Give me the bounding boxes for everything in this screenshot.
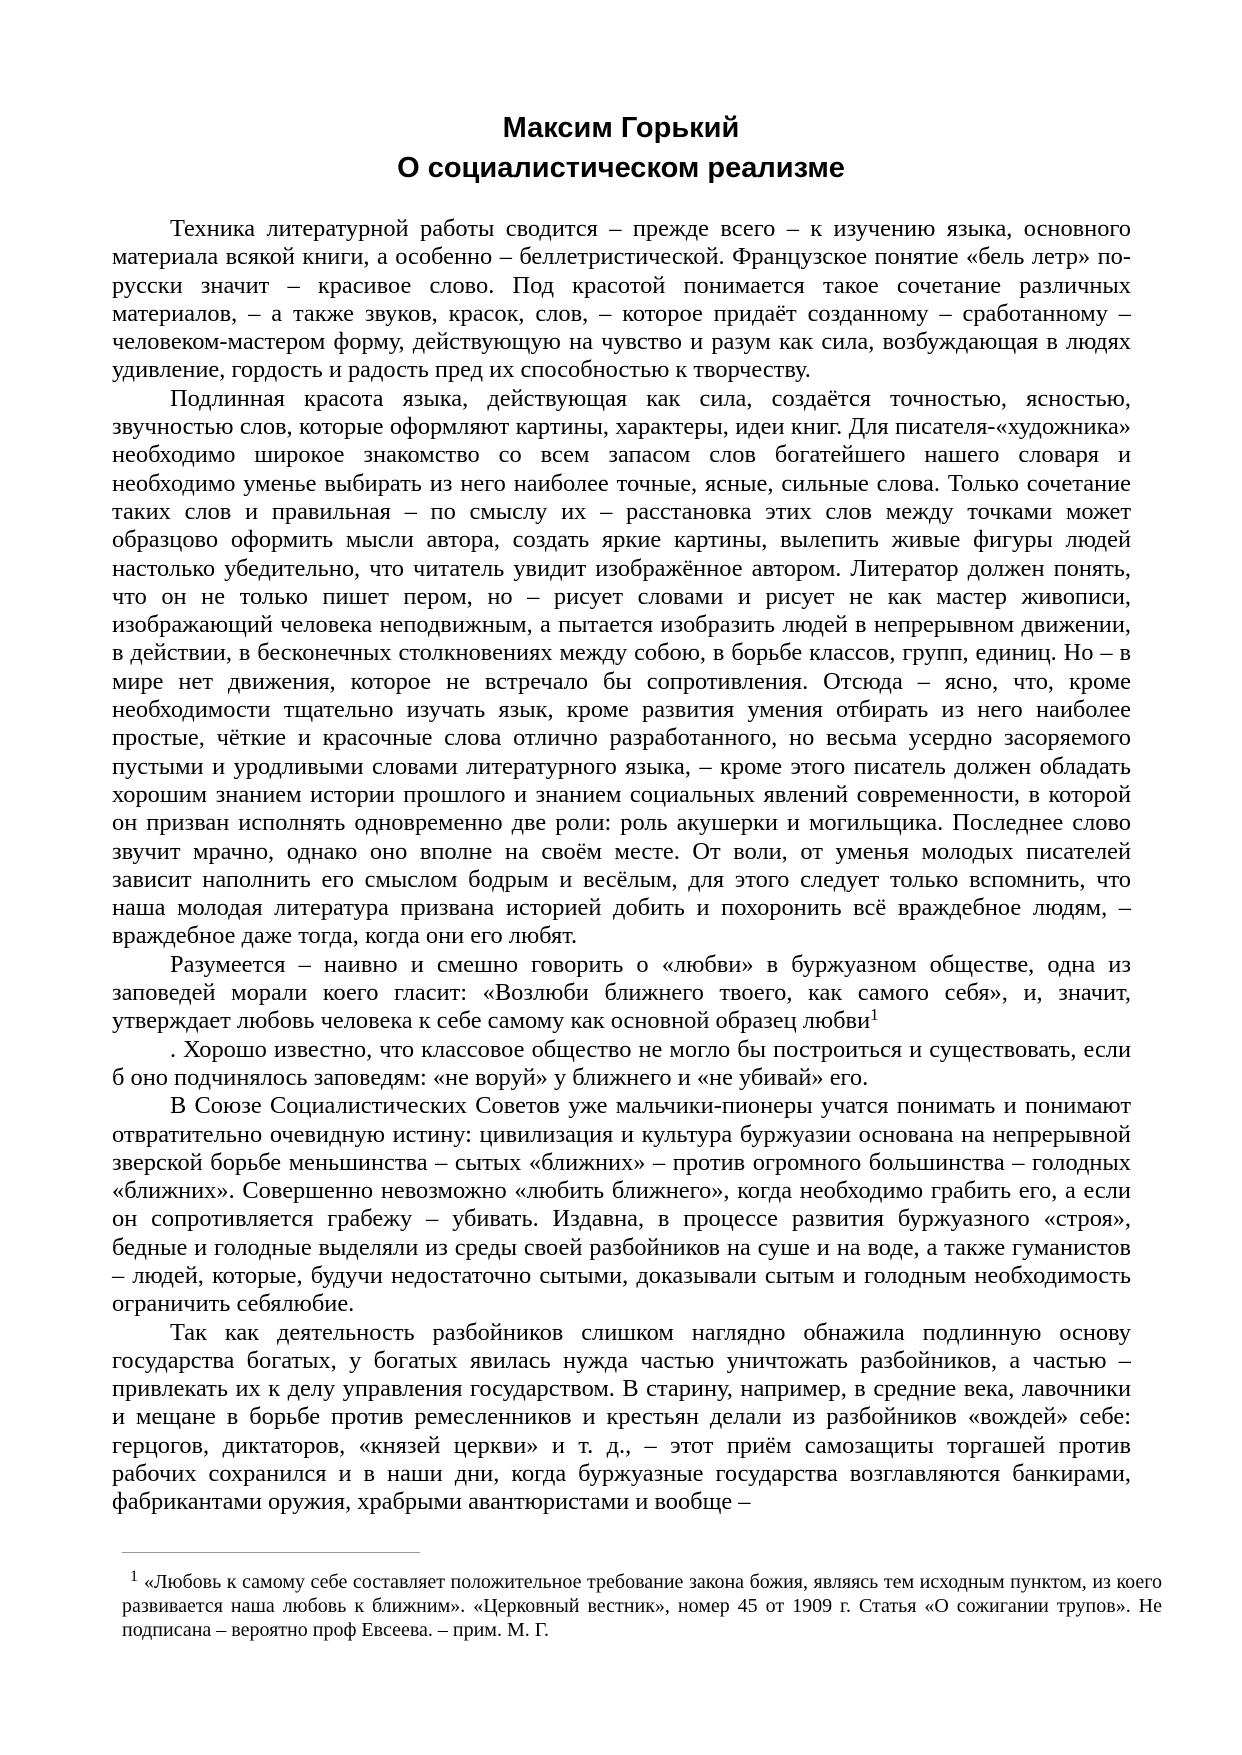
- paragraph: Подлинная красота языка, действующая как сила, создаётся точностью, ясностью, звучностью слов, которые оформляют картины, характеры, идеи книг. Для писателя-«художника» необходимо широкое знакомство со всем запасом слов богатейшего нашего словаря и необходимо уменье выбирать из него наиболее точные, ясные, сильные слова. Только сочетание таких слов и правильная – по смыслу их – расстановка этих слов между точками может образцово оформить мысли автора, создать яркие картины, вылепить живые фигуры людей настолько убедительно, что читатель увидит изображённое автором. Литератор должен понять, что он не только пишет пером, но – рисует словами и рисует не как мастер живописи, изображающий человека неподвижным, а пытается изобразить людей в непрерывном движении, в действии, в бесконечных столкновениях между собою, в борьбе классов, групп, единиц. Но – в мире нет движения, которое не встречало бы сопротивления. Отсюда – ясно, что, кроме необходимости тщательно изучать язык, кроме развития умения отбирать из него наиболее простые, чёткие и красочные слова отлично разработанного, но весьма усердно засоряемого пустыми и уродливыми словами литературного языка, – кроме этого писатель должен обладать хорошим знанием истории прошлого и знанием социальных явлений современности, в которой он призван исполнять одновременно две роли: роль акушерки и могильщика. Последнее слово звучит мрачно, однако оно вполне на своём месте. От воли, от уменья молодых писателей зависит наполнить его смыслом бодрым и весёлым, для этого следует только вспомнить, что наша молодая литература призвана историей добить и похоронить всё враждебное людям, – враждебное даже тогда, когда они его любят.: [112, 384, 1131, 950]
- paragraph: В Союзе Социалистических Советов уже мальчики-пионеры учатся понимать и понимают отвратительно очевидную истину: цивилизация и культура буржуазии основана на непрерывной зверской борьбе меньшинства – сытых «ближних» – против огромного большинства – голодных «ближних». Совершенно невозможно «любить ближнего», когда необходимо грабить его, а если он сопротивляется грабежу – убивать. Издавна, в процессе развития буржуазного «строя», бедные и голодные выделяли из среды своей разбойников на суше и на воде, а также гуманистов – людей, которые, будучи недостаточно сытыми, доказывали сытым и голодным необходимость ограничить себялюбие.: [112, 1092, 1131, 1318]
- body-text: [112, 215, 1131, 1517]
- article-title: О социалистическом реализме: [397, 152, 845, 184]
- footnote: [122, 1570, 1162, 1642]
- footnote-mark: 1: [130, 1568, 138, 1585]
- paragraph: [112, 951, 1131, 1036]
- footnote-text: «Любовь к самому себе составляет положительное требование закона божия, являясь тем исходным пунктом, из коего развивается наша любовь к ближним». «Церковный вестник», номер 45 от 1909 г. Статья «О сожигании трупов». Не подписана – вероятно проф Евсеева. – прим. М. Г.: [122, 1571, 1162, 1641]
- footnote-reference[interactable]: 1: [870, 1005, 879, 1025]
- paragraph: Техника литературной работы сводится – прежде всего – к изучению языка, основного материала всякой книги, а особенно – беллетристической. Французское понятие «бель летр» по-русски значит – красивое слово. Под красотой понимается такое сочетание различных материалов, – а также звуков, красок, слов, – которое придаёт созданному – сработанному – человеком-мастером форму, действующую на чувство и разум как сила, возбуждающая в людях удивление, гордость и радость пред их способностью к творчеству.: [112, 215, 1131, 384]
- paragraph: Так как деятельность разбойников слишком наглядно обнажила подлинную основу государства богатых, у богатых явилась нужда частью уничтожать разбойников, а частью – привлекать их к делу управления государством. В старину, например, в средние века, лавочники и мещане в борьбе против ремесленников и крестьян делали из разбойников «вождей» себе: герцогов, диктаторов, «князей церкви» и т. д., – этот приём самозащиты торгашей против рабочих сохранился и в наши дни, когда буржуазные государства возглавляются банкирами, фабрикантами оружия, храбрыми авантюристами и вообще –: [112, 1318, 1131, 1516]
- paragraph: . Хорошо известно, что классовое общество не могло бы построиться и существовать, если б оно подчинялось заповедям: «не воруй» у ближнего и «не убивай» его.: [112, 1035, 1131, 1091]
- paragraph-text: Разумеется – наивно и смешно говорить о «любви» в буржуазном обществе, одна из заповедей морали коего гласит: «Возлюби ближнего твоего, как самого себя», и, значит, утверждает любовь человека к себе самому как основной образец любви: [112, 950, 1131, 1035]
- author-name: Максим Горький: [502, 112, 740, 144]
- title-block: [0, 108, 1242, 188]
- footnote-divider: [122, 1552, 420, 1553]
